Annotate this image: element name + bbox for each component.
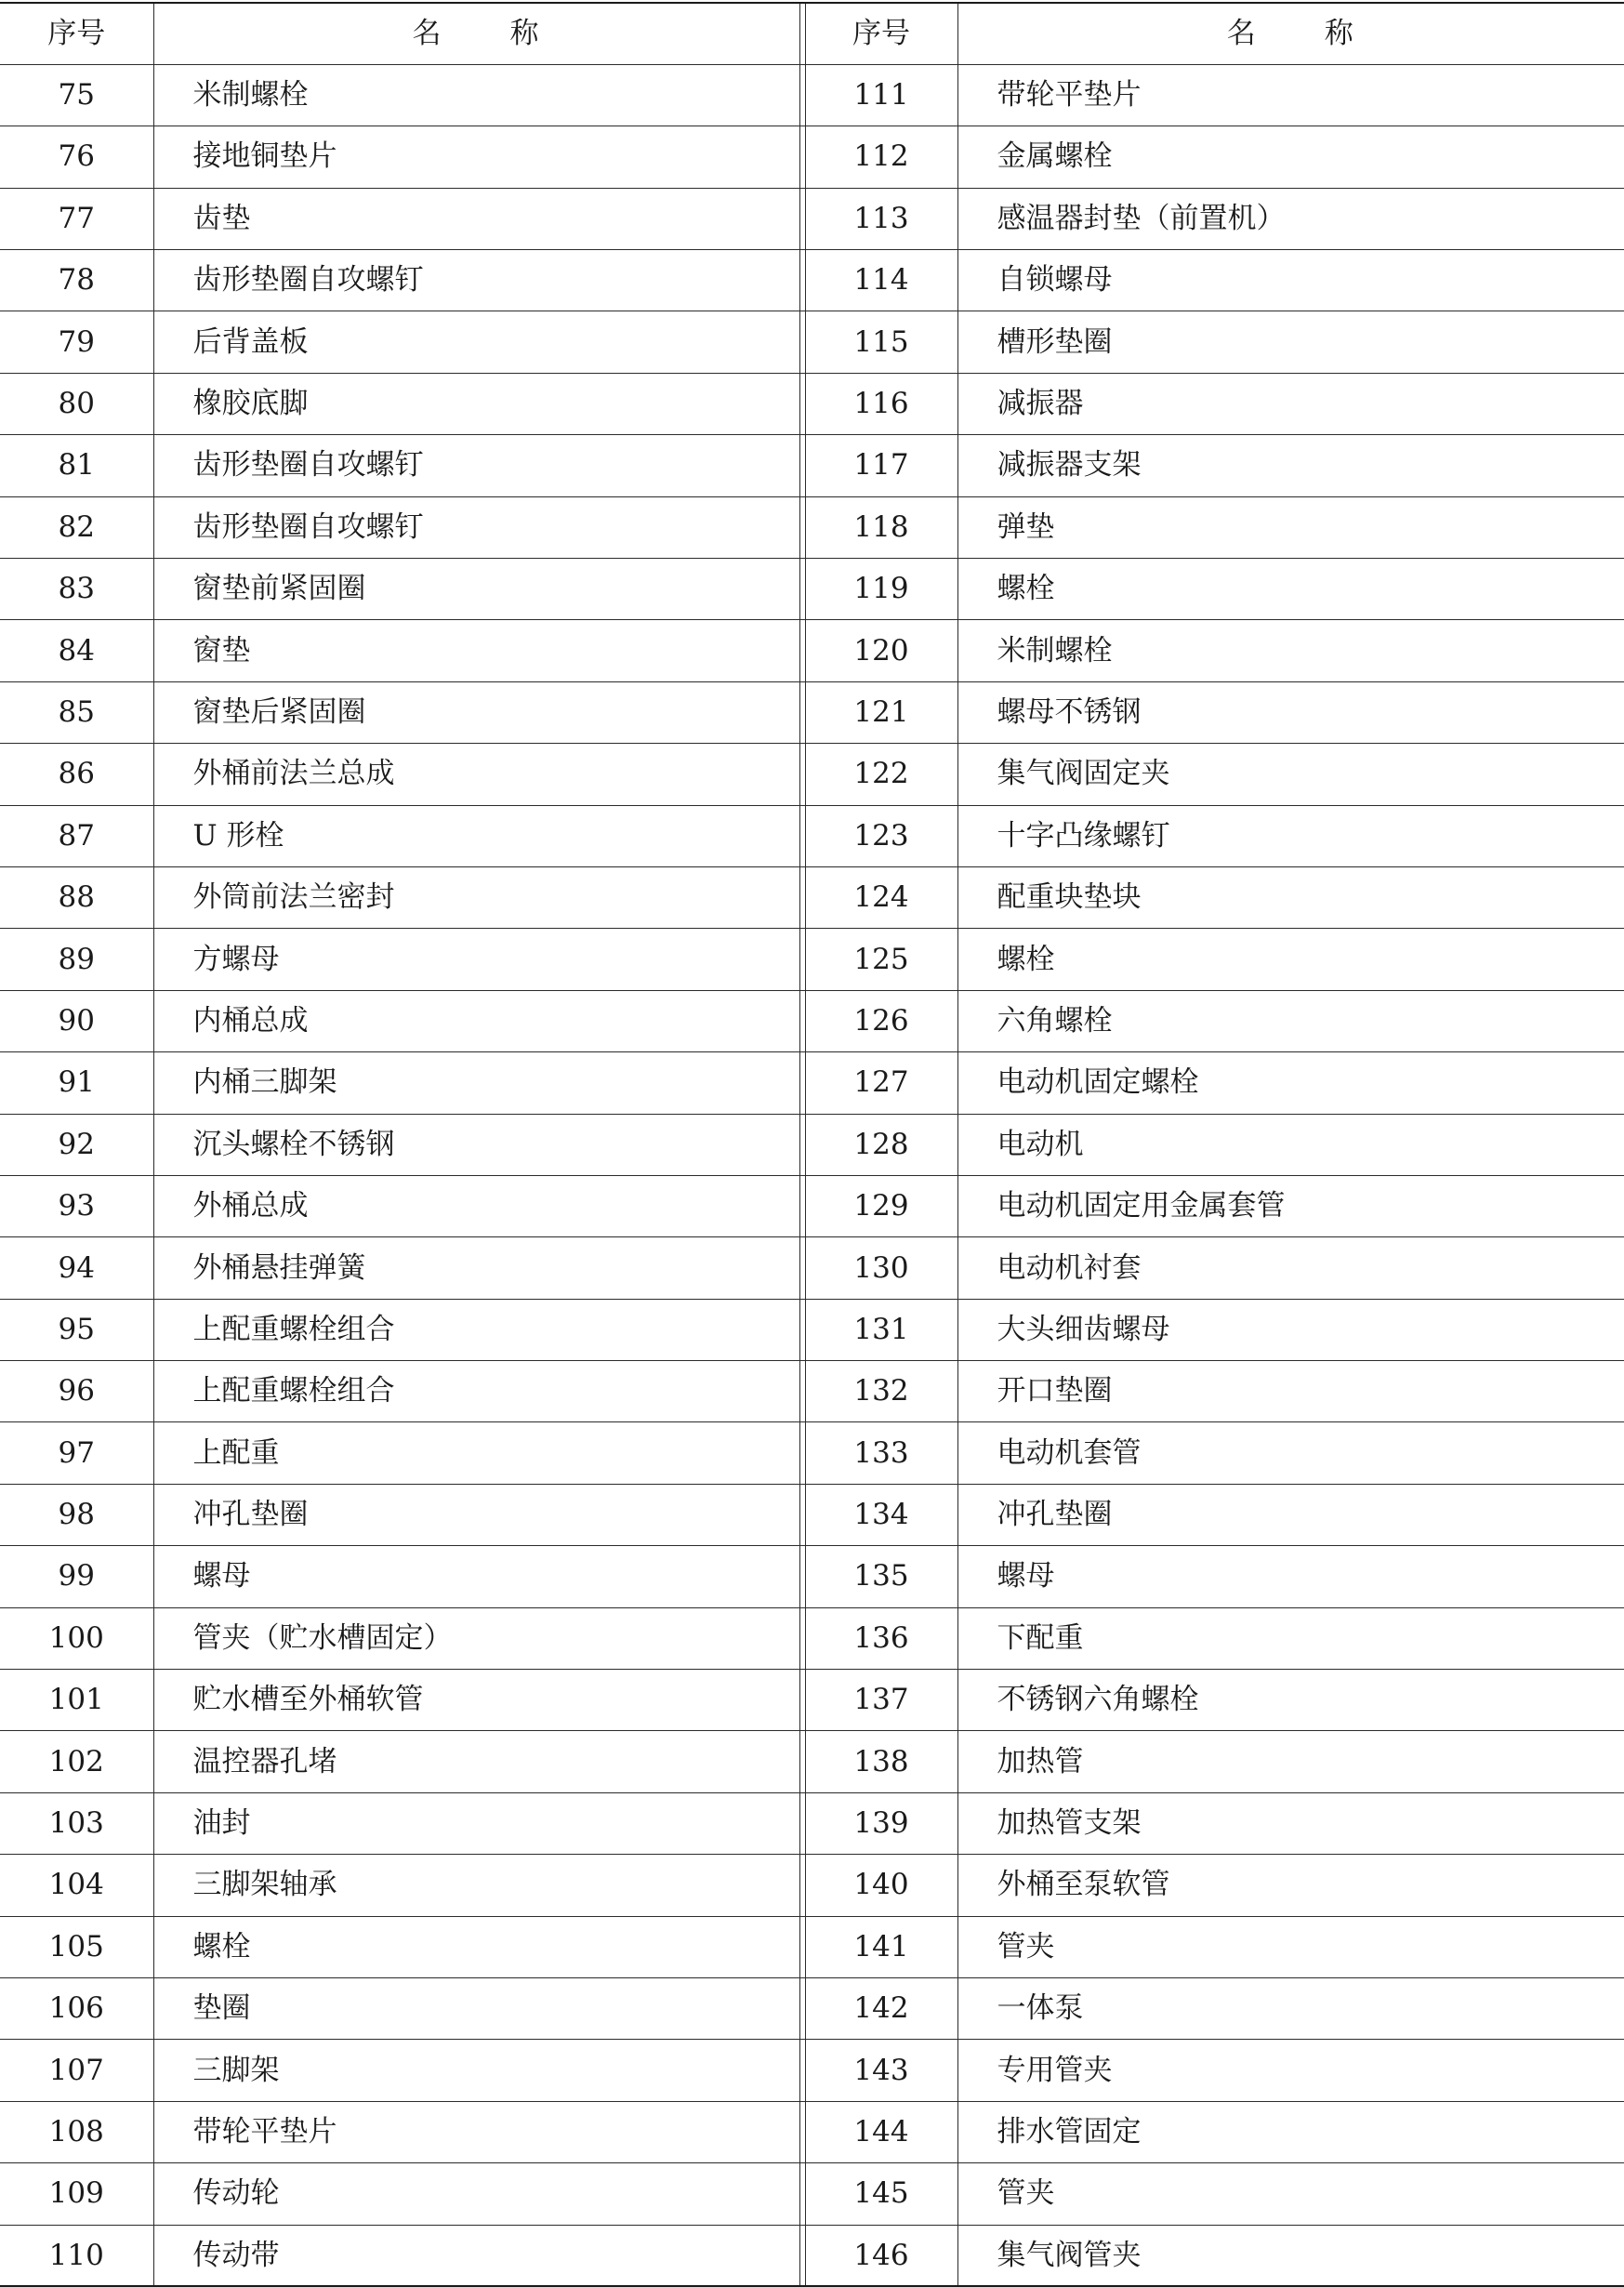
left-seq-cell: 108 xyxy=(0,2101,153,2162)
right-seq-cell: 138 xyxy=(805,1731,957,1792)
left-seq-cell: 100 xyxy=(0,1607,153,1669)
left-seq-cell: 110 xyxy=(0,2225,153,2286)
table-row xyxy=(0,1855,1624,1916)
left-seq-cell: 97 xyxy=(0,1422,153,1484)
left-name-cell: 齿垫 xyxy=(153,188,799,249)
right-seq-cell: 115 xyxy=(805,311,957,373)
right-name-cell: 弹垫 xyxy=(957,496,1624,558)
right-name-cell: 不锈钢六角螺栓 xyxy=(957,1670,1624,1731)
table-row xyxy=(0,1299,1624,1360)
right-name-cell: 管夹 xyxy=(957,1916,1624,1977)
table-row xyxy=(0,188,1624,249)
left-name-cell: 管夹（贮水槽固定） xyxy=(153,1607,799,1669)
left-name-cell: 米制螺栓 xyxy=(153,64,799,126)
table-row xyxy=(0,1114,1624,1175)
right-name-cell: 集气阀管夹 xyxy=(957,2225,1624,2286)
right-seq-cell: 121 xyxy=(805,681,957,743)
left-name-cell: 螺母 xyxy=(153,1546,799,1607)
left-seq-cell: 82 xyxy=(0,496,153,558)
table-row xyxy=(0,373,1624,434)
left-name-cell: 内桶三脚架 xyxy=(153,1052,799,1114)
table-row xyxy=(0,1175,1624,1236)
right-seq-cell: 134 xyxy=(805,1484,957,1545)
header-name-right xyxy=(957,3,1624,64)
right-seq-cell: 120 xyxy=(805,620,957,681)
right-seq-cell: 113 xyxy=(805,188,957,249)
table-row xyxy=(0,2163,1624,2225)
left-name-cell: 外桶前法兰总成 xyxy=(153,744,799,805)
table-row xyxy=(0,1731,1624,1792)
right-seq-cell: 140 xyxy=(805,1855,957,1916)
left-name-cell: 三脚架轴承 xyxy=(153,1855,799,1916)
right-name-cell: 电动机固定用金属套管 xyxy=(957,1175,1624,1236)
table-row xyxy=(0,126,1624,188)
right-name-cell: 专用管夹 xyxy=(957,2040,1624,2101)
right-seq-cell: 111 xyxy=(805,64,957,126)
left-name-cell: 上配重 xyxy=(153,1422,799,1484)
right-name-cell: 带轮平垫片 xyxy=(957,64,1624,126)
right-name-cell: 开口垫圈 xyxy=(957,1361,1624,1422)
right-name-cell: 电动机固定螺栓 xyxy=(957,1052,1624,1114)
left-name-cell: 橡胶底脚 xyxy=(153,373,799,434)
right-name-cell: 外桶至泵软管 xyxy=(957,1855,1624,1916)
right-seq-cell: 135 xyxy=(805,1546,957,1607)
right-name-cell: 槽形垫圈 xyxy=(957,311,1624,373)
table-row xyxy=(0,620,1624,681)
right-seq-cell: 124 xyxy=(805,866,957,928)
left-seq-cell: 88 xyxy=(0,866,153,928)
table-row xyxy=(0,1422,1624,1484)
right-name-cell: 螺栓 xyxy=(957,559,1624,620)
table-row xyxy=(0,1792,1624,1854)
left-seq-cell: 91 xyxy=(0,1052,153,1114)
table-row xyxy=(0,1361,1624,1422)
table-row xyxy=(0,64,1624,126)
right-name-cell: 电动机套管 xyxy=(957,1422,1624,1484)
right-name-cell: 减振器支架 xyxy=(957,435,1624,496)
right-seq-cell: 128 xyxy=(805,1114,957,1175)
left-name-cell: 内桶总成 xyxy=(153,990,799,1051)
left-seq-cell: 78 xyxy=(0,250,153,311)
left-name-cell: 外筒前法兰密封 xyxy=(153,866,799,928)
table-row xyxy=(0,2225,1624,2286)
left-name-cell: 垫圈 xyxy=(153,1978,799,2040)
header-seq-right: 序号 xyxy=(805,3,957,64)
left-name-cell: 温控器孔堵 xyxy=(153,1731,799,1792)
table-row xyxy=(0,250,1624,311)
right-seq-cell: 142 xyxy=(805,1978,957,2040)
left-seq-cell: 79 xyxy=(0,311,153,373)
left-seq-cell: 94 xyxy=(0,1237,153,1299)
left-name-cell: 窗垫前紧固圈 xyxy=(153,559,799,620)
right-seq-cell: 119 xyxy=(805,559,957,620)
left-seq-cell: 105 xyxy=(0,1916,153,1977)
right-seq-cell: 141 xyxy=(805,1916,957,1977)
right-seq-cell: 116 xyxy=(805,373,957,434)
right-name-cell: 下配重 xyxy=(957,1607,1624,1669)
right-seq-cell: 146 xyxy=(805,2225,957,2286)
right-name-cell: 金属螺栓 xyxy=(957,126,1624,188)
left-seq-cell: 77 xyxy=(0,188,153,249)
right-seq-cell: 145 xyxy=(805,2163,957,2225)
left-seq-cell: 81 xyxy=(0,435,153,496)
table-row xyxy=(0,805,1624,866)
right-seq-cell: 122 xyxy=(805,744,957,805)
left-name-cell: 齿形垫圈自攻螺钉 xyxy=(153,250,799,311)
right-seq-cell: 130 xyxy=(805,1237,957,1299)
right-seq-cell: 133 xyxy=(805,1422,957,1484)
left-name-cell: 上配重螺栓组合 xyxy=(153,1361,799,1422)
left-name-cell: 螺栓 xyxy=(153,1916,799,1977)
left-seq-cell: 103 xyxy=(0,1792,153,1854)
header-name-char-1: 名 xyxy=(1226,16,1258,50)
right-name-cell: 减振器 xyxy=(957,373,1624,434)
table-row xyxy=(0,990,1624,1051)
right-name-cell: 六角螺栓 xyxy=(957,990,1624,1051)
right-name-cell: 管夹 xyxy=(957,2163,1624,2225)
table-header-row xyxy=(0,3,1624,64)
right-name-cell: 米制螺栓 xyxy=(957,620,1624,681)
header-name-char-1: 名 xyxy=(412,16,443,50)
right-name-cell: 电动机 xyxy=(957,1114,1624,1175)
table-row xyxy=(0,1607,1624,1669)
table-row xyxy=(0,559,1624,620)
left-name-cell: 贮水槽至外桶软管 xyxy=(153,1670,799,1731)
left-seq-cell: 107 xyxy=(0,2040,153,2101)
table-row xyxy=(0,744,1624,805)
table-row xyxy=(0,1670,1624,1731)
table-row xyxy=(0,496,1624,558)
left-seq-cell: 102 xyxy=(0,1731,153,1792)
left-name-cell: 三脚架 xyxy=(153,2040,799,2101)
header-seq-left: 序号 xyxy=(0,3,153,64)
table-row xyxy=(0,681,1624,743)
right-name-cell: 加热管 xyxy=(957,1731,1624,1792)
left-seq-cell: 109 xyxy=(0,2163,153,2225)
left-seq-cell: 93 xyxy=(0,1175,153,1236)
right-seq-cell: 143 xyxy=(805,2040,957,2101)
left-seq-cell: 86 xyxy=(0,744,153,805)
right-seq-cell: 117 xyxy=(805,435,957,496)
left-seq-cell: 90 xyxy=(0,990,153,1051)
header-name-left xyxy=(153,3,799,64)
right-seq-cell: 129 xyxy=(805,1175,957,1236)
right-seq-cell: 123 xyxy=(805,805,957,866)
left-name-cell: 传动带 xyxy=(153,2225,799,2286)
header-name-char-2: 称 xyxy=(509,16,541,50)
left-name-cell: U 形栓 xyxy=(153,805,799,866)
table-row xyxy=(0,1052,1624,1114)
left-name-cell: 传动轮 xyxy=(153,2163,799,2225)
left-seq-cell: 87 xyxy=(0,805,153,866)
left-seq-cell: 80 xyxy=(0,373,153,434)
right-name-cell: 冲孔垫圈 xyxy=(957,1484,1624,1545)
right-name-cell: 感温器封垫（前置机） xyxy=(957,188,1624,249)
left-seq-cell: 101 xyxy=(0,1670,153,1731)
right-seq-cell: 114 xyxy=(805,250,957,311)
parts-list-table xyxy=(0,2,1624,2287)
left-name-cell: 沉头螺栓不锈钢 xyxy=(153,1114,799,1175)
left-name-cell: 齿形垫圈自攻螺钉 xyxy=(153,435,799,496)
left-seq-cell: 75 xyxy=(0,64,153,126)
left-name-cell: 窗垫后紧固圈 xyxy=(153,681,799,743)
table-row xyxy=(0,866,1624,928)
table-row xyxy=(0,2040,1624,2101)
left-seq-cell: 95 xyxy=(0,1299,153,1360)
left-seq-cell: 83 xyxy=(0,559,153,620)
left-name-cell: 外桶悬挂弹簧 xyxy=(153,1237,799,1299)
table-row xyxy=(0,1978,1624,2040)
right-name-cell: 集气阀固定夹 xyxy=(957,744,1624,805)
left-name-cell: 上配重螺栓组合 xyxy=(153,1299,799,1360)
left-name-cell: 冲孔垫圈 xyxy=(153,1484,799,1545)
table-row xyxy=(0,435,1624,496)
left-name-cell: 窗垫 xyxy=(153,620,799,681)
left-seq-cell: 85 xyxy=(0,681,153,743)
table-row xyxy=(0,1546,1624,1607)
right-seq-cell: 139 xyxy=(805,1792,957,1854)
table-row xyxy=(0,311,1624,373)
header-name-char-2: 称 xyxy=(1324,16,1355,50)
left-seq-cell: 92 xyxy=(0,1114,153,1175)
right-seq-cell: 132 xyxy=(805,1361,957,1422)
table-row xyxy=(0,1237,1624,1299)
left-name-cell: 油封 xyxy=(153,1792,799,1854)
right-seq-cell: 127 xyxy=(805,1052,957,1114)
table-row xyxy=(0,2101,1624,2162)
left-seq-cell: 99 xyxy=(0,1546,153,1607)
left-name-cell: 方螺母 xyxy=(153,929,799,990)
right-seq-cell: 126 xyxy=(805,990,957,1051)
right-name-cell: 电动机衬套 xyxy=(957,1237,1624,1299)
left-name-cell: 齿形垫圈自攻螺钉 xyxy=(153,496,799,558)
right-name-cell: 加热管支架 xyxy=(957,1792,1624,1854)
right-seq-cell: 118 xyxy=(805,496,957,558)
right-name-cell: 十字凸缘螺钉 xyxy=(957,805,1624,866)
left-seq-cell: 89 xyxy=(0,929,153,990)
right-seq-cell: 137 xyxy=(805,1670,957,1731)
right-name-cell: 大头细齿螺母 xyxy=(957,1299,1624,1360)
left-name-cell: 接地铜垫片 xyxy=(153,126,799,188)
right-seq-cell: 136 xyxy=(805,1607,957,1669)
right-name-cell: 一体泵 xyxy=(957,1978,1624,2040)
left-seq-cell: 98 xyxy=(0,1484,153,1545)
parts-table-body xyxy=(0,64,1624,2286)
table-row xyxy=(0,929,1624,990)
right-seq-cell: 112 xyxy=(805,126,957,188)
left-seq-cell: 104 xyxy=(0,1855,153,1916)
left-seq-cell: 96 xyxy=(0,1361,153,1422)
table-row xyxy=(0,1916,1624,1977)
left-name-cell: 外桶总成 xyxy=(153,1175,799,1236)
left-seq-cell: 106 xyxy=(0,1978,153,2040)
right-name-cell: 自锁螺母 xyxy=(957,250,1624,311)
right-name-cell: 排水管固定 xyxy=(957,2101,1624,2162)
left-seq-cell: 84 xyxy=(0,620,153,681)
table-row xyxy=(0,1484,1624,1545)
right-seq-cell: 125 xyxy=(805,929,957,990)
right-name-cell: 螺母不锈钢 xyxy=(957,681,1624,743)
left-name-cell: 带轮平垫片 xyxy=(153,2101,799,2162)
right-seq-cell: 144 xyxy=(805,2101,957,2162)
right-name-cell: 配重块垫块 xyxy=(957,866,1624,928)
right-name-cell: 螺栓 xyxy=(957,929,1624,990)
right-name-cell: 螺母 xyxy=(957,1546,1624,1607)
left-seq-cell: 76 xyxy=(0,126,153,188)
right-seq-cell: 131 xyxy=(805,1299,957,1360)
left-name-cell: 后背盖板 xyxy=(153,311,799,373)
